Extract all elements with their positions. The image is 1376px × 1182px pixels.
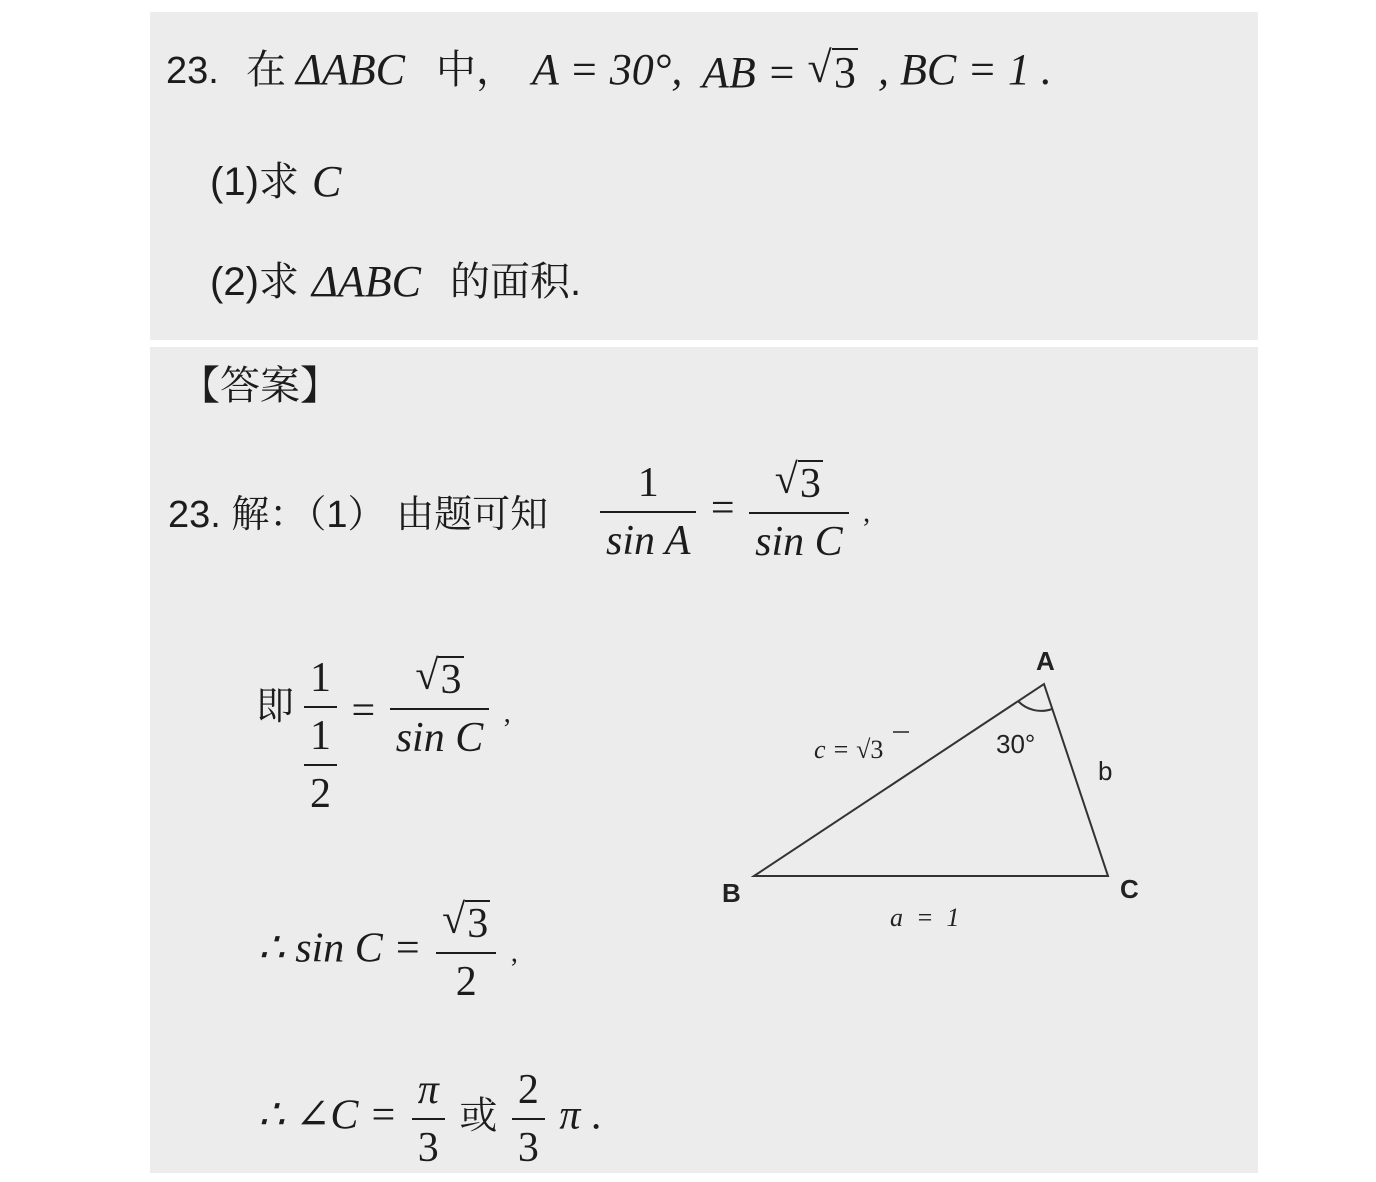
line1-frac2-den: sin C — [755, 519, 843, 566]
line4-frac-2 — [512, 1068, 545, 1170]
line2-inner-frac — [304, 714, 337, 816]
line1-equals: = — [710, 485, 735, 532]
line3-num: √ 3 — [436, 900, 496, 946]
part2-label: (2)求 — [210, 260, 299, 304]
line4-frac1-num: π — [417, 1067, 439, 1113]
line3-den: 2 — [455, 959, 477, 1006]
line1-frac2-num: √ 3 — [769, 460, 829, 506]
line1-frac1-den: sin A — [606, 518, 691, 565]
line2-rhs-num: √ 3 — [409, 656, 469, 702]
line2-frac-lhs — [304, 656, 337, 816]
answer-line2-equation — [300, 652, 511, 818]
part1-var: C — [312, 157, 342, 206]
line1-frac-2 — [749, 456, 849, 566]
line1-comma: , — [863, 497, 871, 529]
line4-frac-1 — [412, 1068, 445, 1170]
part2-tail: 的面积. — [450, 260, 582, 304]
triangle-shape — [754, 684, 1108, 876]
fraction-bar — [512, 1118, 545, 1120]
answer-line1-prefix: 23. 解：（1） 由题可知 — [168, 494, 549, 536]
line4-frac2-den: 3 — [517, 1125, 539, 1172]
fraction-bar — [304, 706, 337, 708]
question-zhong: 中， — [436, 48, 516, 92]
line2-frac-rhs — [390, 652, 490, 762]
fraction-bar — [304, 764, 337, 766]
line2-comma: , — [503, 698, 511, 729]
side-c-label — [814, 735, 883, 764]
condition-bc: , BC = 1 . — [878, 45, 1052, 94]
part2-triangle: ΔABC — [312, 257, 421, 306]
question-intro: 在 — [246, 48, 286, 92]
side-c-radicand: 3 — [870, 735, 884, 764]
line2-num: 1 — [310, 655, 331, 701]
question-number: 23. — [166, 50, 219, 92]
line1-frac-1 — [600, 461, 696, 563]
line2-rhs-radicand: 3 — [438, 656, 463, 702]
vertex-a-label: A — [1036, 646, 1055, 676]
part1-label: (1)求 — [210, 160, 299, 204]
line4-lhs: ∴ ∠C = — [258, 1092, 398, 1139]
line4-frac1-den: 3 — [417, 1125, 439, 1172]
side-a-label: a = 1 — [890, 903, 960, 932]
condition-ab — [702, 42, 858, 97]
line4-period: . — [590, 1092, 602, 1139]
line2-rhs-den: sin C — [395, 715, 484, 762]
side-b-label: b — [1098, 756, 1113, 786]
answer-line2-prefix: 即 — [256, 686, 295, 728]
line2-inner-den: 2 — [310, 771, 331, 818]
answer-header: 【答案】 — [180, 363, 340, 408]
line1-frac1-num: 1 — [637, 460, 659, 506]
question-triangle: ΔABC — [296, 45, 405, 94]
fraction-bar — [436, 952, 496, 954]
triangle-diagram — [700, 640, 1160, 940]
angle-a-label: 30° — [996, 729, 1036, 759]
fraction-bar — [600, 511, 696, 513]
answer-line1-equation — [596, 456, 871, 566]
condition-ab-sqrt: √ 3 — [807, 48, 858, 96]
line4-pi: π — [559, 1092, 581, 1139]
line3-lhs: ∴ sin C = — [258, 925, 422, 972]
vertex-c-label: C — [1120, 874, 1139, 904]
vertex-b-label: B — [722, 878, 741, 908]
line4-or: 或 — [459, 1095, 498, 1138]
line3-radicand: 3 — [465, 900, 490, 946]
line4-frac2-num: 2 — [517, 1067, 539, 1113]
line2-equals: = — [351, 688, 376, 734]
condition-ab-radicand: 3 — [832, 48, 858, 96]
line2-inner-num: 1 — [310, 713, 331, 760]
answer-line3-equation — [258, 896, 518, 1006]
condition-ab-lhs: AB = — [702, 48, 808, 97]
line1-frac2-radicand: 3 — [798, 460, 823, 506]
line3-comma: , — [510, 937, 518, 969]
sqrt-sign: √ — [856, 735, 871, 764]
fraction-bar — [412, 1118, 445, 1120]
line3-frac — [436, 896, 496, 1006]
side-c-lhs: c = — [814, 735, 857, 764]
condition-angle-a: A = 30°, — [532, 45, 683, 94]
angle-arc — [1018, 701, 1052, 711]
fraction-bar — [749, 512, 849, 514]
fraction-bar — [390, 708, 490, 710]
answer-line4-equation — [258, 1068, 601, 1170]
